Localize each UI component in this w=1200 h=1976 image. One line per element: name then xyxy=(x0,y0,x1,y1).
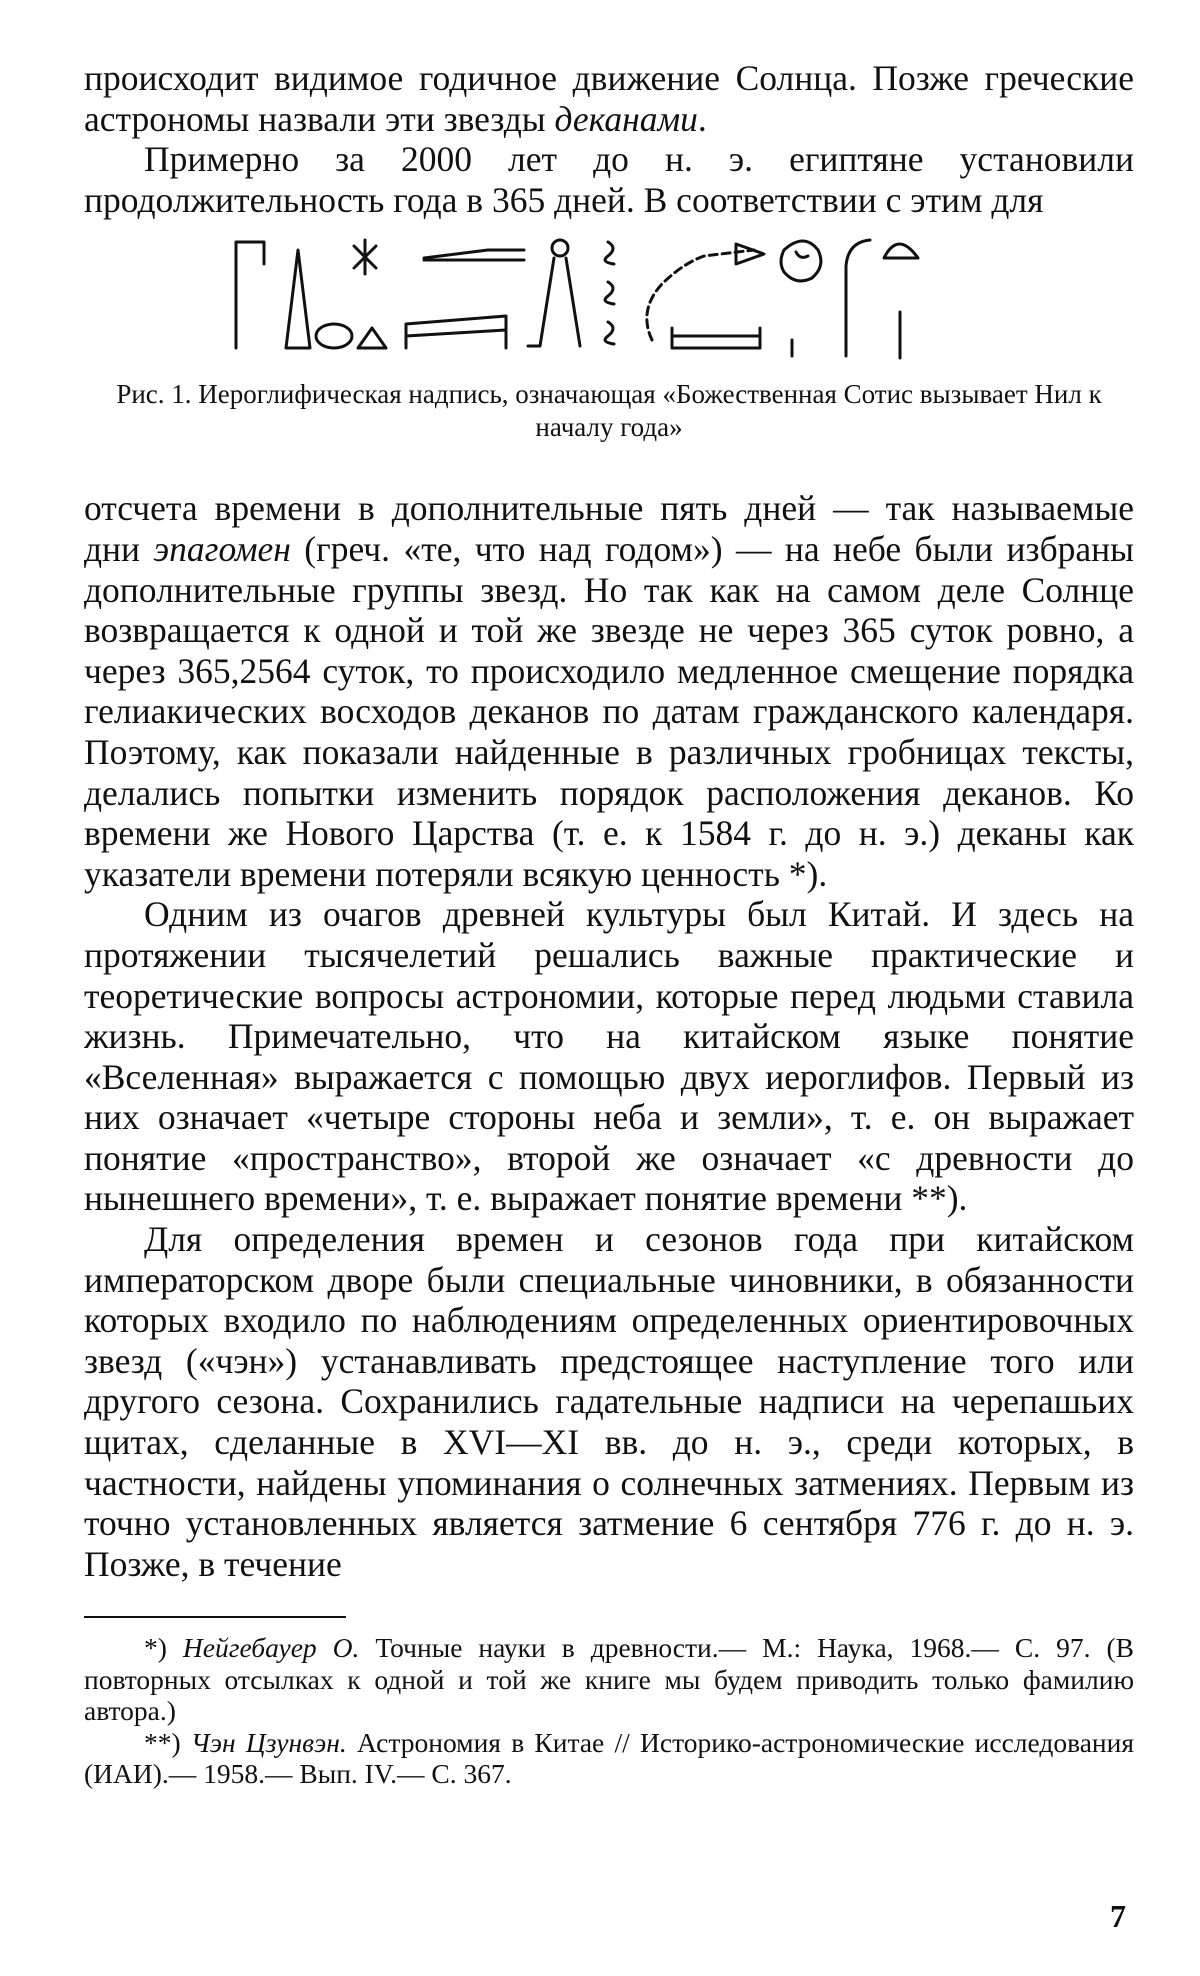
glyph-small-triangle xyxy=(358,328,386,348)
glyph-circle xyxy=(552,240,568,256)
hieroglyph-inscription xyxy=(224,230,984,370)
term-epagomen: эпагомен xyxy=(153,528,291,569)
glyph-bar-top xyxy=(424,250,524,260)
footnote-2: **) Чэн Цзунвэн. Астрономия в Китае // Историко-астрономические исследования (ИАИ).— 1958.— Вып. IV.— С. 367. xyxy=(84,1726,1134,1790)
hieroglyph-figure xyxy=(84,230,1134,370)
paragraph-4: Одним из очагов древней культуры был Китай. И здесь на протяжении тысячелетий решались важные практические и теоретические вопросы астрономии, которые перед людьми ставила жизнь. Примечательно, что на китайском языке понятие «Вселенная» выражается с помощью двух иероглифов. Первый из них означает «четыре стороны неба и земли», т. е. он выражает понятие «пространство», второй же означает «с древности до нынешнего времени», т. е. выражает понятие времени **). xyxy=(84,894,1134,1219)
glyph-hook xyxy=(846,240,870,356)
glyph-shrine xyxy=(406,316,506,348)
figure-caption: Рис. 1. Иероглифическая надпись, означающая «Божественная Сотис вызывает Нил к началу года» xyxy=(116,379,1102,443)
glyph-swirl-3 xyxy=(605,322,614,344)
term-dekans: деканами xyxy=(554,98,698,139)
footnote-1-author: Нейгебауер О. xyxy=(182,1632,360,1664)
page-number: 7 xyxy=(1110,1898,1126,1934)
glyph-loaf xyxy=(316,324,352,348)
glyph-dome xyxy=(884,244,918,258)
glyph-swirl-1 xyxy=(605,242,614,264)
glyph-triangle xyxy=(286,250,310,348)
footnote-divider xyxy=(84,1616,346,1618)
glyph-star xyxy=(354,240,376,274)
glyph-arrow-head xyxy=(736,244,764,264)
page-body xyxy=(84,58,1134,1790)
glyph-flag xyxy=(236,242,264,348)
paragraph-3: отсчета времени в дополнительные пять дней — так называемые дни эпагомен (греч. «те, что над годом») — на небе были избраны дополнительные группы звезд. Но так как на самом деле Солнце возвращается к одной и той же звезде не через 365 суток ровно, а через 365,2564 суток, то происходило медленное смещение порядка гелиакических восходов деканов по датам гражданского календаря. Поэтому, как показали найденные в различных гробницах тексты, делались попытки изменить порядок расположения деканов. Ко времени же Нового Царства (т. е. к 1584 г. до н. э.) деканы как указатели времени потеряли всякую ценность *). xyxy=(84,488,1134,894)
paragraph-2: Примерно за 2000 лет до н. э. египтяне установили продолжительность года в 365 дней. В соответствии с этим для xyxy=(84,139,1134,220)
glyph-face xyxy=(781,241,821,281)
paragraph-1: происходит видимое годичное движение Солнца. Позже греческие астрономы назвали эти звезды деканами. xyxy=(84,58,1134,139)
glyph-basket xyxy=(672,328,760,348)
glyph-legs xyxy=(528,258,580,346)
glyph-swirl-2 xyxy=(605,282,614,304)
paragraph-5: Для определения времен и сезонов года при китайском императорском дворе были специальные чиновники, в обязанности которых входило по наблюдениям определенных ориентировочных звезд («чэн») устанавливать предстоящее наступление того или другого сезона. Сохранились гадательные надписи на черепашьих щитах, сделанные в XVI—XI вв. до н. э., среди которых, в частности, найдены упоминания о солнечных затмениях. Первым из точно установленных является затмение 6 сентября 776 г. до н. э. Позже, в течение xyxy=(84,1219,1134,1584)
footnote-1: *) Нейгебауер О. Точные науки в древности.— М.: Наука, 1968.— С. 97. (В повторных отсылках к одной и той же книге мы будем приводить только фамилию автора.) xyxy=(84,1632,1134,1727)
footnote-2-author: Чэн Цзунвэн. xyxy=(190,1726,347,1758)
